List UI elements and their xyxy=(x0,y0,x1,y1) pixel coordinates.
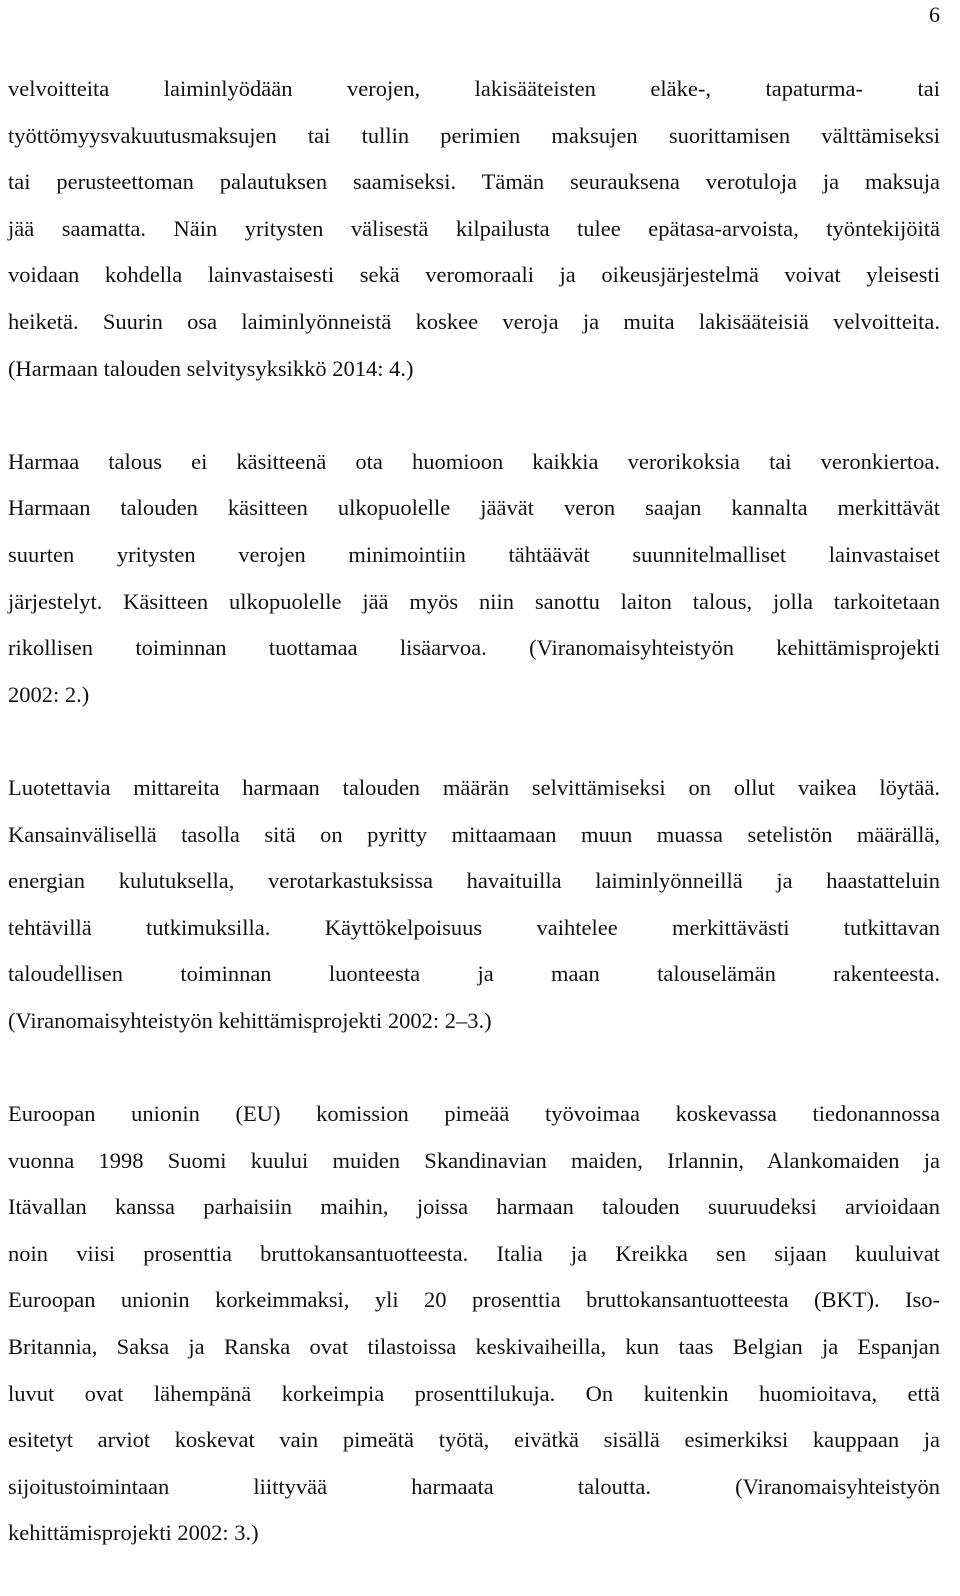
text-line: Euroopan unionin (EU) komission pimeää työvoimaa koskevassa tiedonannossa xyxy=(8,1101,940,1127)
text-line: kehittämisprojekti 2002: 3.) xyxy=(8,1520,259,1546)
text-line: Euroopan unionin korkeimmaksi, yli 20 prosenttia bruttokansantuotteesta (BKT). Iso- xyxy=(8,1287,940,1313)
paragraph xyxy=(8,66,940,392)
text-line: taloudellisen toiminnan luonteesta ja maan talouselämän rakenteesta. xyxy=(8,961,940,987)
paragraph-gap xyxy=(8,1044,940,1091)
text-line: vuonna 1998 Suomi kuului muiden Skandinavian maiden, Irlannin, Alankomaiden ja xyxy=(8,1147,940,1173)
text-line: heiketä. Suurin osa laiminlyönneistä koskee veroja ja muita lakisääteisiä velvoitteita. xyxy=(8,308,940,334)
text-line: tehtävillä tutkimuksilla. Käyttökelpoisuus vaihtelee merkittävästi tutkittavan xyxy=(8,914,940,940)
text-line: suurten yritysten verojen minimointiin tähtäävät suunnitelmalliset lainvastaiset xyxy=(8,541,940,567)
text-line: Harmaa talous ei käsitteenä ota huomioon kaikkia verorikoksia tai veronkiertoa. xyxy=(8,448,940,474)
paragraph xyxy=(8,765,940,1045)
text-line: Luotettavia mittareita harmaan talouden määrän selvittämiseksi on ollut vaikea löytää. xyxy=(8,774,940,800)
text-line: (Viranomaisyhteistyön kehittämisprojekti 2002: 2–3.) xyxy=(8,1007,492,1033)
text-line: sijoitustoimintaan liittyvää harmaata taloutta. (Viranomaisyhteistyön xyxy=(8,1473,940,1499)
paragraph-gap xyxy=(8,718,940,765)
text-line: luvut ovat lähempänä korkeimpia prosenttilukuja. On kuitenkin huomioitava, että xyxy=(8,1380,940,1406)
text-line: esitetyt arviot koskevat vain pimeätä työtä, eivätkä sisällä esimerkiksi kauppaan ja xyxy=(8,1427,940,1453)
page-number: 6 xyxy=(929,2,940,27)
text-line: energian kulutuksella, verotarkastuksissa havaituilla laiminlyönneillä ja haastatteluin xyxy=(8,868,940,894)
text-line: Itävallan kanssa parhaisiin maihin, joissa harmaan talouden suuruudeksi arvioidaan xyxy=(8,1194,940,1220)
paragraph xyxy=(8,439,940,719)
text-line: noin viisi prosenttia bruttokansantuotteesta. Italia ja Kreikka sen sijaan kuuluivat xyxy=(8,1240,940,1266)
paragraph-gap xyxy=(8,392,940,439)
document-body xyxy=(8,66,940,1557)
text-line: Harmaan talouden käsitteen ulkopuolelle jäävät veron saajan kannalta merkittävät xyxy=(8,495,940,521)
text-line: 2002: 2.) xyxy=(8,681,90,707)
paragraph xyxy=(8,1091,940,1557)
text-line: velvoitteita laiminlyödään verojen, lakisääteisten eläke-, tapaturma- tai xyxy=(8,76,940,101)
text-line: järjestelyt. Käsitteen ulkopuolelle jää myös niin sanottu laiton talous, jolla tarkoitetaan xyxy=(8,588,940,614)
text-line: tai perusteettoman palautuksen saamiseksi. Tämän seurauksena verotuloja ja maksuja xyxy=(8,169,940,195)
text-line: (Harmaan talouden selvitysyksikkö 2014: 4.) xyxy=(8,355,414,381)
text-line: voidaan kohdella lainvastaisesti sekä veromoraali ja oikeusjärjestelmä voivat yleisesti xyxy=(8,262,940,288)
text-line: työttömyysvakuutusmaksujen tai tullin perimien maksujen suorittamisen välttämiseksi xyxy=(8,122,940,148)
text-line: Kansainvälisellä tasolla sitä on pyritty mittaamaan muun muassa setelistön määrällä, xyxy=(8,821,940,847)
text-line: jää saamatta. Näin yritysten välisestä kilpailusta tulee epätasa-arvoista, työntekijöitä xyxy=(8,215,940,241)
text-line: rikollisen toiminnan tuottamaa lisäarvoa. (Viranomaisyhteistyön kehittämisprojekti xyxy=(8,635,940,661)
text-line: Britannia, Saksa ja Ranska ovat tilastoissa keskivaiheilla, kun taas Belgian ja Espanjan xyxy=(8,1334,940,1360)
